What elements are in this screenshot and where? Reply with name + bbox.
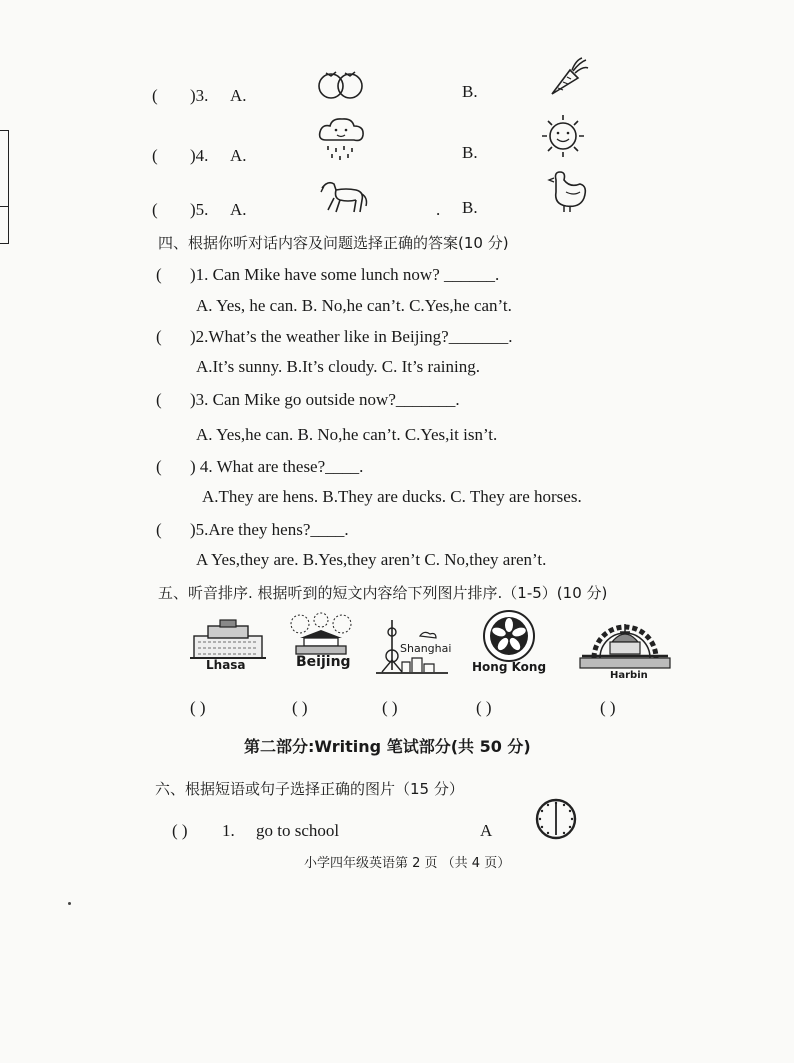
order-blank-5[interactable]: ( ) bbox=[600, 698, 616, 717]
tomatoes-icon bbox=[318, 64, 364, 102]
question-number: )5. bbox=[190, 200, 209, 219]
open-paren: ( bbox=[156, 327, 162, 346]
option-a-label: A bbox=[480, 821, 493, 840]
page-footer: 小学四年级英语第 2 页 （共 4 页） bbox=[304, 856, 511, 871]
question-text: )3. Can Mike go outside now?_______. bbox=[190, 390, 460, 409]
answer-options: A.It’s sunny. B.It’s cloudy. C. It’s raining. bbox=[196, 357, 480, 376]
question-text: )2.What’s the weather like in Beijing?_______. bbox=[190, 327, 513, 346]
city-picture-lhasa bbox=[190, 618, 266, 678]
tiananmen-icon bbox=[286, 612, 356, 656]
option-a-label: A. bbox=[230, 200, 247, 219]
margin-tick-mark bbox=[0, 206, 8, 207]
harbin-gear-emblem-icon bbox=[580, 612, 670, 670]
city-label: Shanghai bbox=[400, 642, 452, 655]
open-paren: ( bbox=[156, 265, 162, 284]
rain-cloud-icon bbox=[318, 116, 366, 162]
margin-bracket-mark bbox=[0, 130, 9, 244]
answer-paren[interactable]: ( ) bbox=[172, 821, 188, 840]
carrot-icon bbox=[548, 56, 588, 98]
answer-options: A.They are hens. B.They are ducks. C. They are horses. bbox=[202, 487, 582, 506]
question-text: )5.Are they hens?____. bbox=[190, 520, 349, 539]
open-paren: ( bbox=[156, 520, 162, 539]
option-b-label: B. bbox=[462, 198, 478, 217]
option-b-label: B. bbox=[462, 82, 478, 101]
horse-icon bbox=[318, 176, 368, 216]
option-b-label: B. bbox=[462, 143, 478, 162]
potala-palace-icon bbox=[190, 618, 266, 660]
city-label: Hong Kong bbox=[472, 660, 547, 674]
city-picture-harbin bbox=[580, 612, 670, 684]
order-blank-4[interactable]: ( ) bbox=[476, 698, 492, 717]
question-text: ) 4. What are these?____. bbox=[190, 457, 364, 476]
bauhinia-emblem-icon bbox=[472, 610, 546, 662]
scan-speck bbox=[68, 902, 71, 905]
open-paren: ( bbox=[156, 457, 162, 476]
order-blank-2[interactable]: ( ) bbox=[292, 698, 308, 717]
city-label: Beijing bbox=[296, 654, 351, 670]
open-paren: ( bbox=[152, 86, 158, 105]
open-paren: ( bbox=[152, 146, 158, 165]
city-label: Harbin bbox=[610, 670, 648, 681]
city-picture-hong-kong bbox=[472, 610, 546, 678]
answer-options: A. Yes,he can. B. No,he can’t. C.Yes,it isn’t. bbox=[196, 425, 498, 444]
city-label: Lhasa bbox=[206, 658, 246, 672]
open-paren: ( bbox=[152, 200, 158, 219]
answer-options: A. Yes, he can. B. No,he can’t. C.Yes,he can’t. bbox=[196, 296, 512, 315]
city-picture-shanghai bbox=[376, 618, 456, 678]
city-picture-beijing bbox=[286, 612, 356, 678]
question-number: 1. bbox=[222, 821, 235, 840]
answer-options: A Yes,they are. B.Yes,they aren’t C. No,they aren’t. bbox=[196, 550, 547, 569]
section-6-heading: 六、根据短语或句子选择正确的图片（15 分） bbox=[155, 780, 464, 798]
question-text: )1. Can Mike have some lunch now? ______. bbox=[190, 265, 500, 284]
section-5-heading: 五、听音排序. 根据听到的短文内容给下列图片排序.（1-5）(10 分) bbox=[158, 584, 608, 602]
question-number: )3. bbox=[190, 86, 209, 105]
option-a-label: A. bbox=[230, 146, 247, 165]
open-paren: ( bbox=[156, 390, 162, 409]
question-number: )4. bbox=[190, 146, 209, 165]
hen-icon bbox=[546, 170, 588, 214]
section-4-heading: 四、根据你听对话内容及问题选择正确的答案(10 分) bbox=[158, 234, 509, 252]
order-blank-1[interactable]: ( ) bbox=[190, 698, 206, 717]
sun-icon bbox=[540, 114, 586, 158]
part-2-title: 第二部分:Writing 笔试部分(共 50 分) bbox=[244, 737, 531, 756]
clock-icon bbox=[534, 798, 578, 840]
option-a-label: A. bbox=[230, 86, 247, 105]
separator-dot: . bbox=[436, 200, 441, 219]
question-text: go to school bbox=[256, 821, 340, 840]
order-blank-3[interactable]: ( ) bbox=[382, 698, 398, 717]
